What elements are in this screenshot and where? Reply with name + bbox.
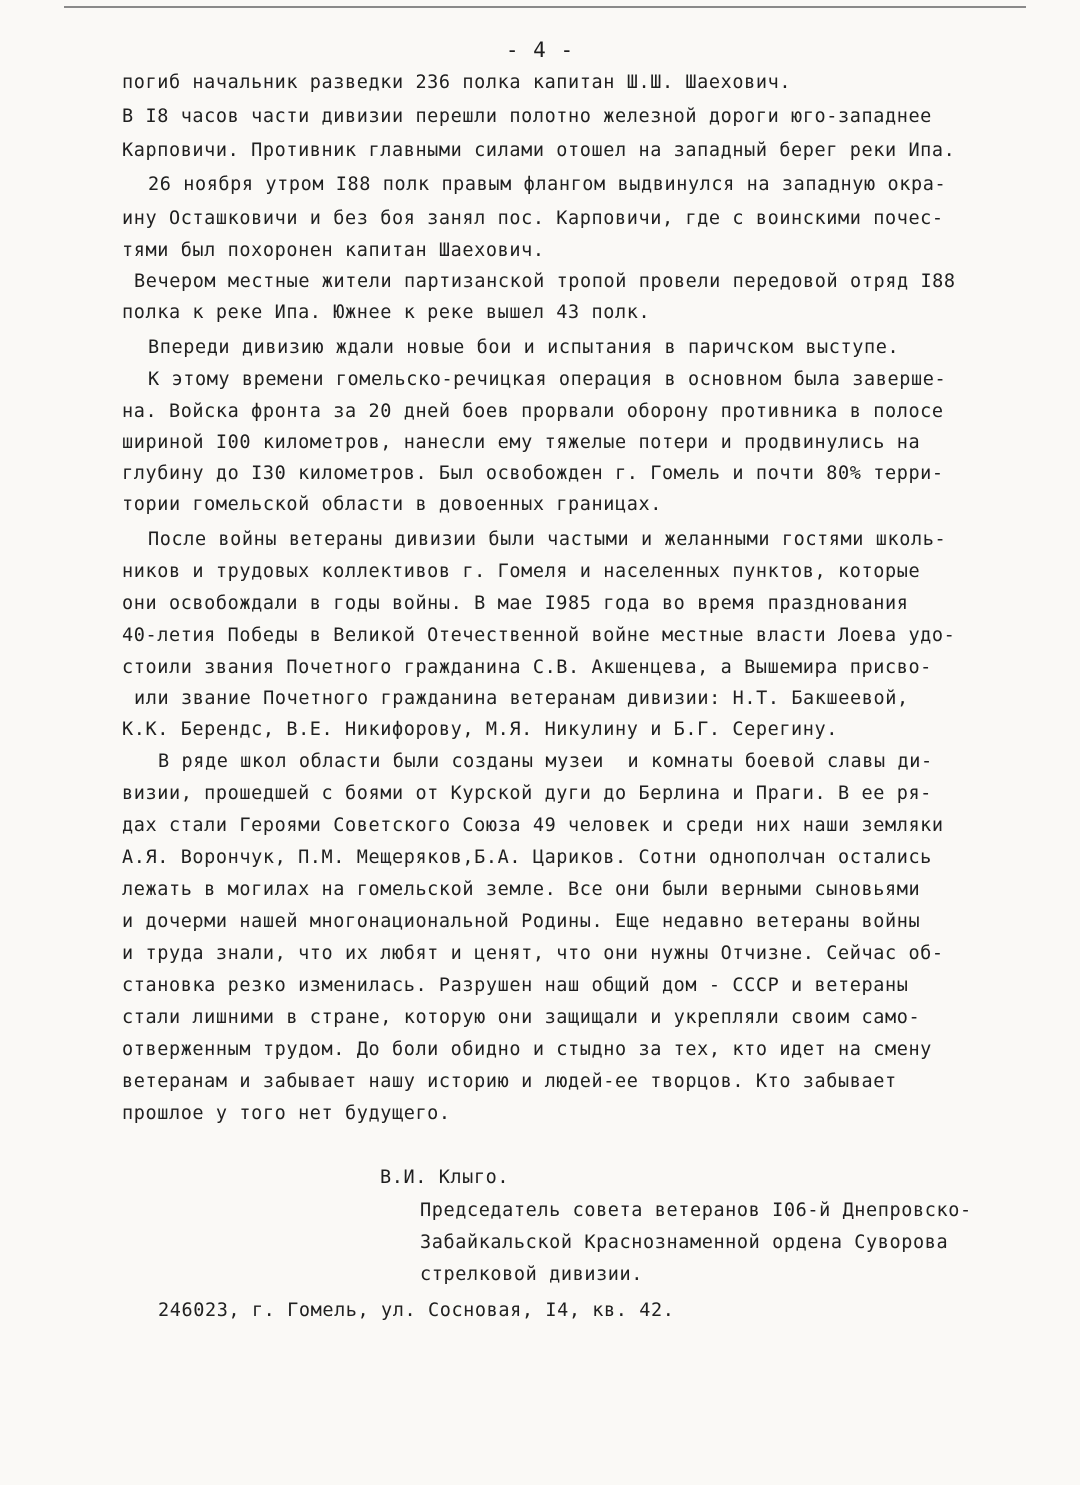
body-line: и дочерми нашей многонациональной Родины. Еще недавно ветераны войны [122, 911, 921, 932]
body-line: тями был похоронен капитан Шаехович. [122, 240, 545, 261]
body-line: тории гомельской области в довоенных границах. [122, 494, 662, 515]
body-line: отверженным трудом. До боли обидно и стыдно за тех, кто идет на смену [122, 1039, 932, 1060]
body-line: К этому времени гомельско-речицкая операция в основном была заверше- [148, 369, 947, 390]
body-line: на. Войска фронта за 20 дней боев прорвали оборону противника в полосе [122, 401, 944, 422]
body-line: становка резко изменилась. Разрушен наш общий дом - СССР и ветераны [122, 975, 909, 996]
body-line: К.К. Берендс, В.Е. Никифорову, М.Я. Никулину и Б.Г. Серегину. [122, 719, 839, 740]
signature-title-line: Забайкальской Краснознаменной ордена Суворова [420, 1232, 949, 1253]
body-line: и труда знали, что их любят и ценят, что они нужны Отчизне. Сейчас об- [122, 943, 944, 964]
body-line: Впереди дивизию ждали новые бои и испытания в паричском выступе. [148, 337, 900, 358]
body-line: они освобождали в годы войны. В мае I985 года во время празднования [122, 593, 909, 614]
body-line: Вечером местные жители партизанской тропой провели передовой отряд I88 [134, 271, 956, 292]
body-line: глубину до I30 километров. Был освобожден г. Гомель и почти 80% терри- [122, 463, 944, 484]
body-line: ветеранам и забывает нашу историю и людей-ее творцов. Кто забывает [122, 1071, 897, 1092]
signature-name: В.И. Клыго. [380, 1167, 510, 1188]
body-line: прошлое у того нет будущего. [122, 1103, 451, 1124]
top-rule [64, 6, 1026, 8]
body-line: В ряде школ области были созданы музеи и комнаты боевой славы ди- [158, 751, 933, 772]
signature-title-line: стрелковой дивизии. [420, 1264, 644, 1285]
body-line: ину Осташковичи и без боя занял пос. Карповичи, где с воинскими почес- [122, 208, 944, 229]
body-line: шириной I00 километров, нанесли ему тяжелые потери и продвинулись на [122, 432, 921, 453]
signature-title-line: Председатель совета ветеранов I06-й Днепровско- [420, 1200, 972, 1221]
body-line: полка к реке Ипа. Южнее к реке вышел 43 полк. [122, 302, 651, 323]
body-line: или звание Почетного гражданина ветеранам дивизии: Н.Т. Бакшеевой, [134, 688, 909, 709]
body-line: 40-летия Победы в Великой Отечественной войне местные власти Лоева удо- [122, 625, 956, 646]
page-number: - 4 - [505, 38, 575, 62]
body-line: 26 ноября утром I88 полк правым флангом выдвинулся на западную окра- [148, 174, 947, 195]
body-line: стали лишними в стране, которую они защищали и укрепляли своим само- [122, 1007, 921, 1028]
body-line: В I8 часов части дивизии перешли полотно железной дороги юго-западнее [122, 106, 932, 127]
body-line: После войны ветераны дивизии были частыми и желанными гостями школь- [148, 529, 947, 550]
body-line: лежать в могилах на гомельской земле. Все они были верными сыновьями [122, 879, 921, 900]
body-line: визии, прошедшей с боями от Курской дуги до Берлина и Праги. В ее ря- [122, 783, 932, 804]
signature-address: 246023, г. Гомель, ул. Сосновая, I4, кв. 42. [158, 1300, 675, 1321]
body-line: стоили звания Почетного гражданина С.В. Акшенцева, а Вышемира присво- [122, 657, 932, 678]
body-line: дах стали Героями Советского Союза 49 человек и среди них наши земляки [122, 815, 944, 836]
body-line: А.Я. Ворончук, П.М. Мещеряков,Б.А. Цариков. Сотни однополчан остались [122, 847, 932, 868]
body-line: Карповичи. Противник главными силами отошел на западный берег реки Ипа. [122, 140, 956, 161]
body-line: ников и трудовых коллективов г. Гомеля и населенных пунктов, которые [122, 561, 921, 582]
body-line: погиб начальник разведки 236 полка капитан Ш.Ш. Шаехович. [122, 72, 792, 93]
